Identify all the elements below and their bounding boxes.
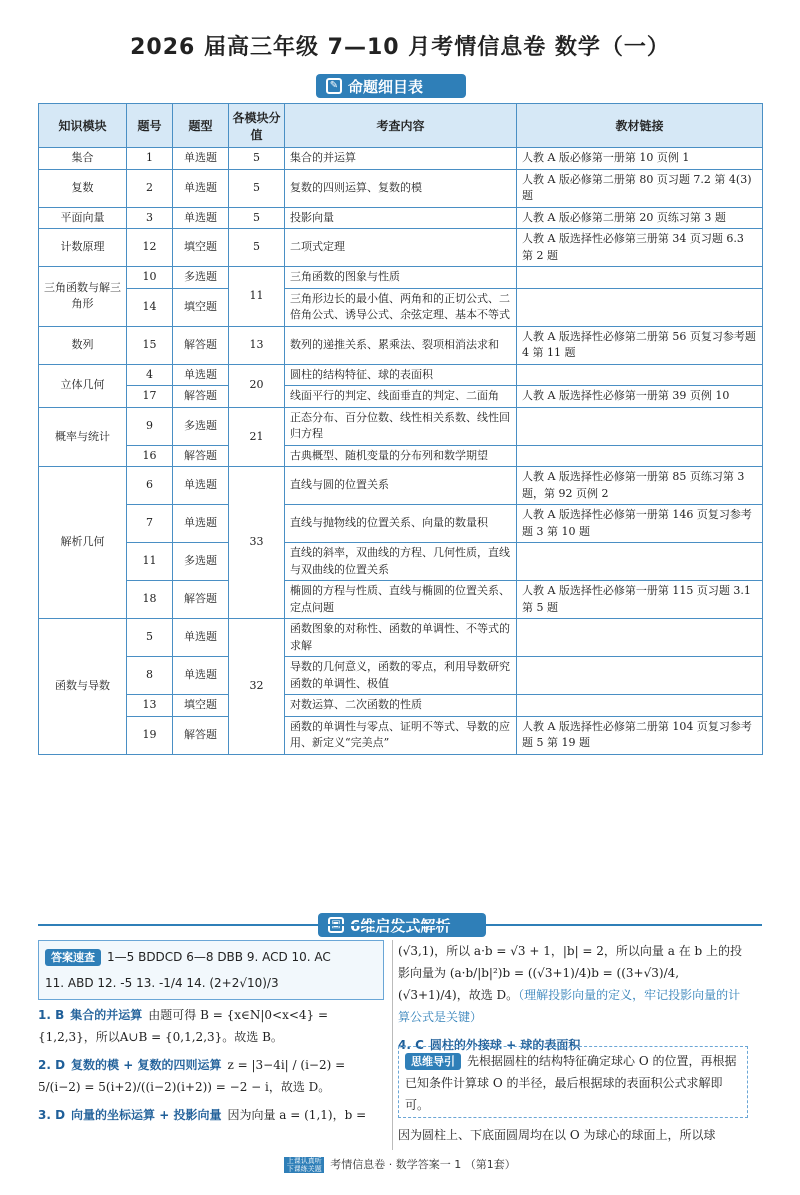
question-number-cell: 12 <box>127 229 173 267</box>
question-type-cell: 多选题 <box>173 267 229 289</box>
module-score-cell: 5 <box>229 169 285 207</box>
question-number-cell: 4 <box>127 364 173 386</box>
content-cell: 函数的单调性与零点、证明不等式、导数的应用、新定义“完美点” <box>285 716 517 754</box>
question-number-cell: 11 <box>127 543 173 581</box>
textbook-link-cell <box>517 657 763 695</box>
think-guide-box <box>398 1046 748 1118</box>
content-cell: 投影向量 <box>285 207 517 229</box>
content-cell: 直线与圆的位置关系 <box>285 467 517 505</box>
module-score-cell: 11 <box>229 267 285 327</box>
module-name-cell: 函数与导数 <box>39 619 127 755</box>
solution-2: 2. D 复数的模 + 复数的四则运算 z = |3−4i| / (i−2) = 5/(i−2) = 5(i+2)/((i−2)(i+2)) = −2 − i，故选 D。 <box>38 1058 346 1094</box>
textbook-link-cell: 人教 A 版选择性必修第一册第 115 页习题 3.1 第 5 题 <box>517 581 763 619</box>
content-cell: 古典概型、随机变量的分布列和数学期望 <box>285 445 517 467</box>
question-type-cell: 单选题 <box>173 364 229 386</box>
table-row <box>39 657 763 695</box>
module-name-cell: 立体几何 <box>39 364 127 407</box>
module-score-cell: 21 <box>229 407 285 467</box>
textbook-link-cell: 人教 A 版选择性必修第一册第 146 页复习参考题 3 第 10 题 <box>517 505 763 543</box>
content-cell: 导数的几何意义，函数的零点，利用导数研究函数的单调性、极值 <box>285 657 517 695</box>
textbook-link-cell <box>517 445 763 467</box>
answer-line: 11. ABD 12. -5 13. -1/4 14. (2+2√10)/3 <box>45 976 279 990</box>
page-title: 2026 届高三年级 7—10 月考情信息卷 数学（一） <box>130 35 670 60</box>
question-type-cell: 单选题 <box>173 169 229 207</box>
textbook-link-cell: 人教 A 版必修第二册第 20 页练习第 3 题 <box>517 207 763 229</box>
module-score-cell: 5 <box>229 207 285 229</box>
question-type-cell: 单选题 <box>173 619 229 657</box>
table-row <box>39 695 763 717</box>
module-name-cell: 复数 <box>39 169 127 207</box>
section-banner-table <box>316 74 466 98</box>
textbook-link-cell: 人教 A 版选择性必修第三册第 34 页习题 6.3 第 2 题 <box>517 229 763 267</box>
footer-text: 考情信息卷 · 数学答案一 1 （第1套） <box>330 1158 516 1171</box>
question-number-cell: 2 <box>127 169 173 207</box>
textbook-link-cell <box>517 407 763 445</box>
content-cell: 线面平行的判定、线面垂直的判定、二面角 <box>285 386 517 408</box>
content-cell: 三角形边长的最小值、两角和的正切公式、二倍角公式、诱导公式、余弦定理、基本不等式 <box>285 288 517 326</box>
table-row <box>39 619 763 657</box>
question-number-cell: 3 <box>127 207 173 229</box>
question-number-cell: 13 <box>127 695 173 717</box>
table-row <box>39 716 763 754</box>
table-row <box>39 229 763 267</box>
solution-4: 4. C 圆柱的外接球 + 球的表面积 <box>398 1038 581 1052</box>
left-column <box>38 1004 384 1126</box>
detail-table <box>38 103 763 755</box>
textbook-link-cell: 人教 A 版选择性必修第二册第 104 页复习参考题 5 第 19 题 <box>517 716 763 754</box>
question-type-cell: 解答题 <box>173 386 229 408</box>
textbook-link-cell: 人教 A 版必修第二册第 80 页习题 7.2 第 4(3) 题 <box>517 169 763 207</box>
content-cell: 椭圆的方程与性质、直线与椭圆的位置关系、定点问题 <box>285 581 517 619</box>
content-cell: 直线与抛物线的位置关系、向量的数量积 <box>285 505 517 543</box>
question-number-cell: 16 <box>127 445 173 467</box>
content-cell: 直线的斜率，双曲线的方程、几何性质，直线与双曲线的位置关系 <box>285 543 517 581</box>
table-row <box>39 148 763 170</box>
content-cell: 数列的递推关系、累乘法、裂项相消法求和 <box>285 326 517 364</box>
question-type-cell: 单选题 <box>173 505 229 543</box>
question-type-cell: 解答题 <box>173 445 229 467</box>
question-number-cell: 17 <box>127 386 173 408</box>
header-cell: 题号 <box>127 104 173 148</box>
module-name-cell: 集合 <box>39 148 127 170</box>
textbook-link-cell <box>517 695 763 717</box>
question-type-cell: 填空题 <box>173 229 229 267</box>
page-footer <box>0 1156 800 1173</box>
header-cell: 各模块分值 <box>229 104 285 148</box>
question-type-cell: 单选题 <box>173 148 229 170</box>
question-number-cell: 5 <box>127 619 173 657</box>
table-row <box>39 169 763 207</box>
module-name-cell: 平面向量 <box>39 207 127 229</box>
textbook-link-cell: 人教 A 版选择性必修第一册第 39 页例 10 <box>517 386 763 408</box>
question-number-cell: 1 <box>127 148 173 170</box>
module-name-cell: 计数原理 <box>39 229 127 267</box>
content-cell: 二项式定理 <box>285 229 517 267</box>
content-cell: 三角函数的图象与性质 <box>285 267 517 289</box>
table-row <box>39 267 763 289</box>
question-type-cell: 多选题 <box>173 543 229 581</box>
solution-4-text: 因为圆柱上、下底面圆周均在以 O 为球心的球面上，所以球 <box>398 1128 716 1142</box>
brand-logo: 上课认真听 下课练关题 <box>284 1157 324 1173</box>
header-cell: 考查内容 <box>285 104 517 148</box>
question-type-cell: 解答题 <box>173 716 229 754</box>
solution-3: 3. D 向量的坐标运算 + 投影向量 因为向量 a = (1,1)，b = <box>38 1108 367 1122</box>
table-row <box>39 386 763 408</box>
question-type-cell: 多选题 <box>173 407 229 445</box>
question-number-cell: 18 <box>127 581 173 619</box>
textbook-link-cell <box>517 543 763 581</box>
question-type-cell: 填空题 <box>173 695 229 717</box>
content-cell: 正态分布、百分位数、线性相关系数、线性回归方程 <box>285 407 517 445</box>
content-cell: 集合的并运算 <box>285 148 517 170</box>
table-row <box>39 326 763 364</box>
right-column <box>398 940 750 1056</box>
header-cell: 教材链接 <box>517 104 763 148</box>
table-row <box>39 467 763 505</box>
answer-box <box>38 940 384 1000</box>
question-type-cell: 单选题 <box>173 467 229 505</box>
question-type-cell: 解答题 <box>173 581 229 619</box>
module-name-cell: 概率与统计 <box>39 407 127 467</box>
think-text: 先根据圆柱的结构特征确定球心 O 的位置，再根据已知条件计算球 O 的半径，最后根据球的表面积公式求解即可。 <box>405 1054 737 1112</box>
table-row <box>39 407 763 445</box>
header-cell: 知识模块 <box>39 104 127 148</box>
question-type-cell: 单选题 <box>173 207 229 229</box>
question-type-cell: 填空题 <box>173 288 229 326</box>
table-row <box>39 505 763 543</box>
question-number-cell: 15 <box>127 326 173 364</box>
content-cell: 函数图象的对称性、函数的单调性、不等式的求解 <box>285 619 517 657</box>
section-divider <box>38 924 762 926</box>
question-number-cell: 6 <box>127 467 173 505</box>
table-row <box>39 288 763 326</box>
module-score-cell: 5 <box>229 229 285 267</box>
question-number-cell: 10 <box>127 267 173 289</box>
answer-tag: 答案速查 <box>45 949 101 966</box>
content-cell: 复数的四则运算、复数的模 <box>285 169 517 207</box>
textbook-link-cell <box>517 267 763 289</box>
table-row <box>39 445 763 467</box>
module-name-cell: 数列 <box>39 326 127 364</box>
question-number-cell: 7 <box>127 505 173 543</box>
module-score-cell: 32 <box>229 619 285 755</box>
textbook-link-cell: 人教 A 版选择性必修第一册第 85 页练习第 3 题，第 92 页例 2 <box>517 467 763 505</box>
content-cell: 对数运算、二次函数的性质 <box>285 695 517 717</box>
edit-icon: ✎ <box>326 78 342 94</box>
table-header-row <box>39 104 763 148</box>
question-number-cell: 9 <box>127 407 173 445</box>
table-row <box>39 364 763 386</box>
header-cell: 题型 <box>173 104 229 148</box>
module-name-cell: 三角函数与解三角形 <box>39 267 127 327</box>
module-score-cell: 5 <box>229 148 285 170</box>
question-number-cell: 19 <box>127 716 173 754</box>
question-number-cell: 14 <box>127 288 173 326</box>
banner-label: 命题细目表 <box>348 77 424 96</box>
question-type-cell: 解答题 <box>173 326 229 364</box>
table-row <box>39 207 763 229</box>
solution-3-cont: (√3,1)，所以 a·b = √3 + 1，|b| = 2，所以向量 a 在 b 上的投影向量为 (a·b/|b|²)b = ((√3+1)/4)b = ((3+√3)/4, (√3+1)/4)，故选 D。（理解投影向量的定义，牢记投影向量的计算公式是关键） <box>398 944 743 1024</box>
textbook-link-cell: 人教 A 版必修第一册第 10 页例 1 <box>517 148 763 170</box>
table-row <box>39 581 763 619</box>
table-row <box>39 543 763 581</box>
think-tag: 思维导引 <box>405 1053 461 1070</box>
column-divider <box>392 940 393 1150</box>
answer-line: 1—5 BDDCD 6—8 DBB 9. ACD 10. AC <box>107 950 331 964</box>
module-name-cell: 解析几何 <box>39 467 127 619</box>
textbook-link-cell <box>517 364 763 386</box>
module-score-cell: 33 <box>229 467 285 619</box>
textbook-link-cell <box>517 288 763 326</box>
question-number-cell: 8 <box>127 657 173 695</box>
textbook-link-cell: 人教 A 版选择性必修第二册第 56 页复习参考题 4 第 11 题 <box>517 326 763 364</box>
question-type-cell: 单选题 <box>173 657 229 695</box>
module-score-cell: 20 <box>229 364 285 407</box>
module-score-cell: 13 <box>229 326 285 364</box>
content-cell: 圆柱的结构特征、球的表面积 <box>285 364 517 386</box>
textbook-link-cell <box>517 619 763 657</box>
solution-1: 1. B 集合的并运算 由题可得 B = {x∈N|0<x<4} = {1,2,3}，所以A∪B = {0,1,2,3}。故选 B。 <box>38 1008 329 1044</box>
